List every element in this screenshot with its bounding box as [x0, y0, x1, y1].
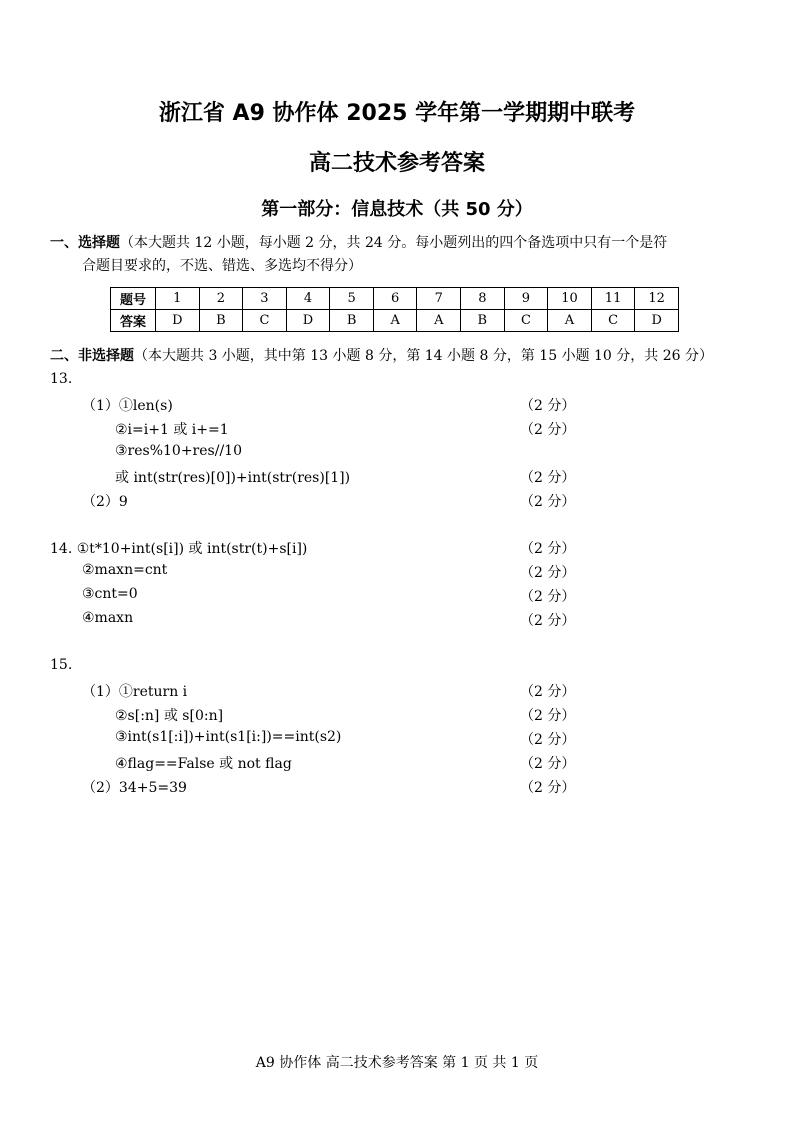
q14-answer-3: ③cnt=0 — [82, 586, 138, 602]
q13-score-3: （2 分） — [520, 470, 576, 486]
section2-label: 二、非选择题 — [50, 348, 134, 364]
q15-score-4: （2 分） — [520, 756, 576, 772]
q15-number: 15. — [50, 657, 73, 673]
q15-answer-5: （2）34+5=39 — [82, 780, 187, 796]
q14-score-4: （2 分） — [520, 613, 576, 629]
row-label-question: 题号 — [111, 288, 156, 310]
answer-cell: B — [461, 310, 505, 332]
q15-answer-3: ③int(s1[:i])+int(s1[i:])==int(s2) — [115, 729, 342, 745]
section1-heading — [50, 232, 667, 255]
answer-cell: C — [243, 310, 287, 332]
q13-answer-2: ②i=i+1 或 i+=1 — [115, 422, 229, 438]
question-number: 9 — [504, 288, 548, 310]
choice-answer-table — [110, 287, 679, 332]
answer-cell: C — [591, 310, 635, 332]
section2-desc: （本大题共 3 小题，其中第 13 小题 8 分，第 14 小题 8 分，第 15 小题 10 分，共 26 分） — [134, 348, 713, 364]
q14-score-3: （2 分） — [520, 589, 576, 605]
q14-answer-4: ④maxn — [82, 610, 134, 626]
q13-number: 13. — [50, 371, 73, 387]
row-label-answer: 答案 — [111, 310, 156, 332]
section2-heading — [50, 345, 713, 368]
q15-score-5: （2 分） — [520, 780, 576, 796]
exam-title: 浙江省 A9 协作体 2025 学年第一学期期中联考 — [158, 101, 636, 126]
q15-answer-2: ②s[:n] 或 s[0:n] — [115, 708, 224, 724]
answer-cell: A — [373, 310, 417, 332]
q13-score-4: （2 分） — [520, 494, 576, 510]
q13-score-2: （2 分） — [520, 422, 576, 438]
q13-answer-3: ③res%10+res//10 — [115, 443, 242, 459]
answer-cell: A — [417, 310, 461, 332]
q15-score-1: （2 分） — [520, 684, 576, 700]
part-heading: 第一部分：信息技术（共 50 分） — [261, 199, 533, 220]
q14-score-2: （2 分） — [520, 565, 576, 581]
section1-desc-2: 合题目要求的，不选、错选、多选均不得分） — [82, 258, 362, 274]
question-number: 1 — [156, 288, 200, 310]
question-number: 12 — [635, 288, 679, 310]
question-number: 10 — [548, 288, 592, 310]
q15-answer-1: （1）①return i — [82, 684, 188, 700]
q13-score-1: （2 分） — [520, 398, 576, 414]
page-footer: A9 协作体 高二技术参考答案 第 1 页 共 1 页 — [255, 1055, 539, 1071]
question-number: 8 — [461, 288, 505, 310]
question-number: 7 — [417, 288, 461, 310]
question-number: 2 — [199, 288, 243, 310]
q15-score-2: （2 分） — [520, 708, 576, 724]
answer-cell: B — [199, 310, 243, 332]
q13-answer-1: （1）①len(s) — [82, 398, 173, 414]
q13-answer-3-alt: 或 int(str(res)[0])+int(str(res)[1]) — [115, 470, 351, 486]
question-number: 6 — [373, 288, 417, 310]
answer-cell: D — [286, 310, 330, 332]
q14-answer-2: ②maxn=cnt — [82, 562, 168, 578]
table-row-answers — [111, 310, 679, 332]
section1-label: 一、选择题 — [50, 235, 120, 251]
question-number: 3 — [243, 288, 287, 310]
q13-answer-4: （2）9 — [82, 494, 128, 510]
q14-score-1: （2 分） — [520, 541, 576, 557]
answer-key-title: 高二技术参考答案 — [308, 151, 485, 176]
q14-answer-1: 14. ①t*10+int(s[i]) 或 int(str(t)+s[i]) — [50, 541, 308, 557]
table-row-numbers — [111, 288, 679, 310]
section1-desc-1: （本大题共 12 小题，每小题 2 分，共 24 分。每小题列出的四个备选项中只有一个是符 — [120, 235, 668, 251]
question-number: 4 — [286, 288, 330, 310]
answer-cell: D — [156, 310, 200, 332]
answer-cell: C — [504, 310, 548, 332]
question-number: 11 — [591, 288, 635, 310]
answer-cell: A — [548, 310, 592, 332]
answer-cell: D — [635, 310, 679, 332]
question-number: 5 — [330, 288, 374, 310]
q15-score-3: （2 分） — [520, 732, 576, 748]
answer-cell: B — [330, 310, 374, 332]
q15-answer-4: ④flag==False 或 not flag — [115, 756, 292, 772]
